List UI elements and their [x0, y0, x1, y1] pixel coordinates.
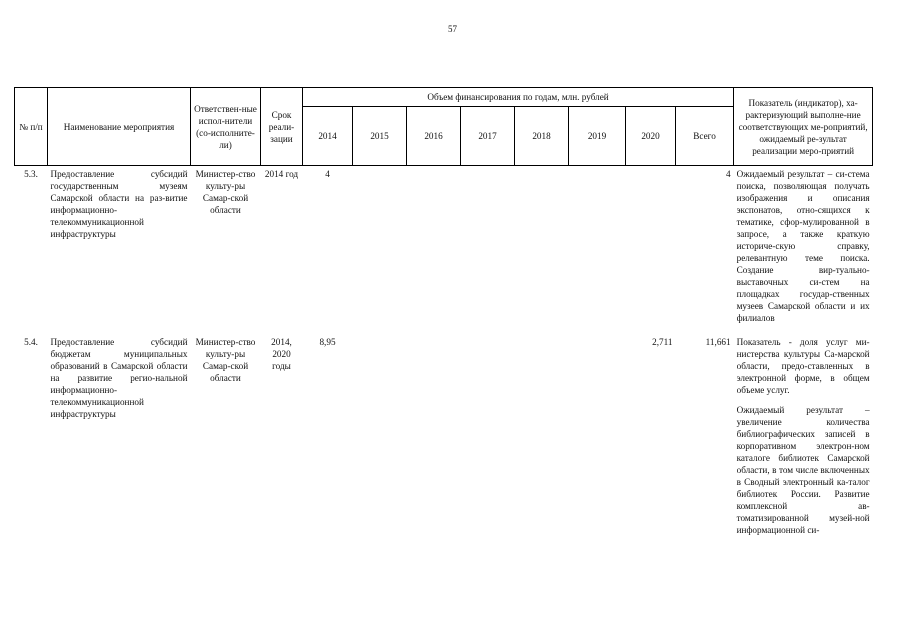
table-row: [15, 324, 873, 536]
row-indicator: [734, 166, 873, 325]
row-value-2016: [407, 324, 461, 536]
row-value-2017: [461, 324, 515, 536]
header-num: № п/п: [15, 88, 48, 166]
row-value-2019: [569, 324, 626, 536]
header-year: 2016: [407, 107, 461, 166]
header-financing: Объем финансирования по годам, млн. рублей: [303, 88, 734, 107]
header-year: 2014: [303, 107, 353, 166]
row-responsible: Министер-ство культу-ры Самар-ской области: [195, 169, 256, 215]
row-value-2014: 4: [325, 169, 330, 179]
row-value-2015: [353, 166, 407, 325]
indicator-paragraph: Ожидаемый результат – си-стема поиска, позволяющая получать изображения и описания экспонатов, отно-сящихся к тематике, сфор-мулированной в запросе, а также краткую историче-скую справку, релевантную теме поиска. Создание вир-туально-выставочных си-стем на площадках государ-ственных музеев Самарской области и их филиалов: [736, 169, 870, 323]
row-indicator: [734, 324, 873, 536]
row-num: 5.3.: [24, 169, 38, 179]
indicator-paragraph: Показатель - доля услуг ми-нистерства культуры Са-марской области, предо-ставленных в электронной форме, в общем объеме услуг.: [736, 337, 870, 395]
row-value-2018: [515, 166, 569, 325]
row-value-2016: [407, 166, 461, 325]
header-total: Всего: [676, 107, 734, 166]
row-num: 5.4.: [24, 337, 38, 347]
header-responsible: Ответствен-ные испол-нители (со-исполните-ли): [191, 88, 261, 166]
row-value-2020: [626, 166, 676, 325]
indicator-paragraph: Ожидаемый результат – увеличение количества библиографических записей в корпоративном электрон-ном каталоге библиотек Самарской области, в том числе включенных в Сводный электронный ка-талог библиотек России. Развитие комплексной ав-томатизированной музей-ной информационной си-: [736, 405, 870, 535]
header-year: 2018: [515, 107, 569, 166]
row-value-2019: [569, 166, 626, 325]
row-value-total: 4: [726, 169, 731, 179]
page-number: 57: [448, 24, 457, 34]
header-term: Срок реали-зации: [261, 88, 303, 166]
row-value-2014: 8,95: [319, 337, 336, 347]
header-year: 2020: [626, 107, 676, 166]
row-value-2018: [515, 324, 569, 536]
row-value-2020: 2,711: [652, 337, 673, 347]
financing-table: [14, 87, 873, 536]
row-name: Предоставление субсидий государственным музеям Самарской области на раз-витие информационно-телекоммуникационной инфраструктуры: [50, 169, 188, 239]
row-term: 2014 год: [264, 169, 299, 179]
header-year: 2015: [353, 107, 407, 166]
header-name: Наименование мероприятия: [48, 88, 191, 166]
table-row: [15, 166, 873, 325]
row-value-total: 11,661: [705, 337, 731, 347]
row-value-2017: [461, 166, 515, 325]
row-value-2015: [353, 324, 407, 536]
header-indicator: Показатель (индикатор), ха-рактеризующий выполне-ние соответствующих ме-роприятий, ожидаемый ре-зультат реализации меро-приятий: [734, 88, 873, 166]
header-year: 2019: [569, 107, 626, 166]
row-responsible: Министер-ство культу-ры Самар-ской области: [195, 337, 256, 383]
row-term: 2014, 2020 годы: [271, 337, 292, 371]
header-year: 2017: [461, 107, 515, 166]
row-name: Предоставление субсидий бюджетам муниципальных образований в Самарской области на развитие регио-нальной информационно-телекоммуникационной инфраструктуры: [50, 337, 188, 419]
